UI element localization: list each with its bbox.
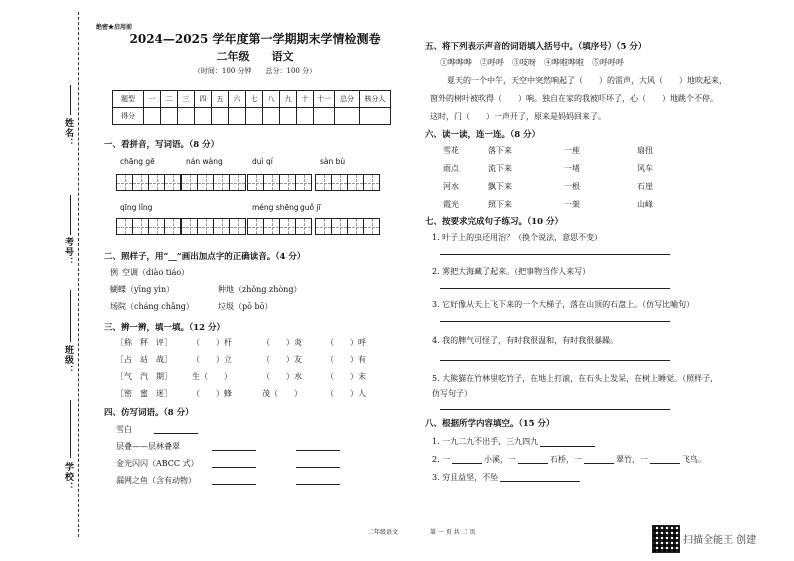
question: 翠竹，一 bbox=[616, 455, 648, 464]
model-word: 漏网之鱼（含有动物） bbox=[116, 476, 196, 485]
score-cell: 九 bbox=[280, 91, 297, 108]
writing-grid[interactable] bbox=[315, 174, 379, 191]
class-line bbox=[70, 290, 71, 342]
exam-title: 2024—2025 学年度第一学期期末学情检测卷 bbox=[129, 32, 381, 46]
score-input-cell[interactable] bbox=[246, 108, 263, 125]
score-cell: 四 bbox=[195, 91, 212, 108]
answer-line[interactable] bbox=[440, 360, 670, 361]
score-input-cell[interactable] bbox=[161, 108, 178, 125]
question: 石桥，一 bbox=[550, 455, 582, 464]
score-cell: 题型 bbox=[113, 91, 144, 108]
score-cell: 六 bbox=[229, 91, 246, 108]
answer-line[interactable] bbox=[584, 463, 614, 464]
pinyin: qīng lǐng bbox=[120, 203, 153, 212]
answer-line[interactable] bbox=[154, 433, 198, 434]
match-word[interactable]: 一座 bbox=[564, 146, 580, 155]
passage-line: 夏天的一个中午，天空中突然响起了（ ）的雷声，大风（ ）地吹起来， bbox=[447, 76, 727, 85]
score-cell: 五 bbox=[212, 91, 229, 108]
exam-time-info: （时间：100 分钟 总分：100 分） bbox=[193, 67, 317, 75]
score-cell: 一 bbox=[144, 91, 161, 108]
question: 1. 叶子上的虫还用治？（换个说法，意思不变） bbox=[432, 233, 603, 242]
pinyin: nán wàng bbox=[186, 157, 223, 166]
score-cell: 十一 bbox=[314, 91, 335, 108]
answer-line[interactable] bbox=[650, 463, 680, 464]
answer-line[interactable] bbox=[440, 288, 670, 289]
pinyin: méng shēng bbox=[252, 203, 299, 212]
binding-dashed-line bbox=[78, 12, 79, 537]
question: 1. 一九二九不出手，三九四九 bbox=[432, 437, 539, 446]
answer-line[interactable] bbox=[212, 484, 256, 485]
example-text: 空调（diào tiáo） bbox=[122, 268, 190, 277]
fill-item[interactable]: （ ）炎 bbox=[262, 338, 302, 347]
footer-page: 第 一 页 共 二 页 bbox=[430, 529, 476, 536]
answer-line[interactable] bbox=[440, 321, 670, 322]
answer-line[interactable] bbox=[212, 450, 256, 451]
score-input-cell[interactable] bbox=[335, 108, 360, 125]
scanner-watermark: 扫描全能王 创建 bbox=[683, 535, 757, 546]
question: 仿写句子） bbox=[432, 389, 472, 398]
match-word[interactable]: 扇扭 bbox=[637, 146, 653, 155]
fill-item[interactable]: 茂（ ） bbox=[262, 389, 302, 398]
question: 4. 我的脾气可怪了，有时我很温和，有时我很暴躁。 bbox=[432, 336, 619, 345]
example-label: 例 bbox=[110, 268, 118, 277]
char-group: ［气 汽 期］ bbox=[116, 372, 172, 381]
question: 5. 大熊猫在竹林里吃竹子，在地上打滚，在石头上发呆，在树上睡觉。（照样子， bbox=[432, 374, 719, 383]
fill-item[interactable]: （ ）呼 bbox=[326, 338, 366, 347]
score-table bbox=[112, 90, 391, 125]
fill-item[interactable]: （ ）有 bbox=[326, 355, 366, 364]
question: 飞鸟。 bbox=[682, 455, 706, 464]
writing-grid[interactable] bbox=[181, 218, 245, 235]
fill-item[interactable]: （ ）蜂 bbox=[192, 389, 232, 398]
section-7-title: 七、按要求完成句子练习。（10 分） bbox=[425, 217, 564, 227]
answer-line[interactable] bbox=[296, 450, 340, 451]
answer-line[interactable] bbox=[440, 409, 670, 410]
match-word[interactable]: 石崖 bbox=[637, 182, 653, 191]
fill-item[interactable]: 生（ ） bbox=[192, 372, 232, 381]
match-word[interactable]: 风车 bbox=[637, 164, 653, 173]
score-input-cell[interactable] bbox=[229, 108, 246, 125]
section-4-title: 四、仿写词语。（8 分） bbox=[104, 408, 194, 418]
fill-item[interactable]: （ ）杆 bbox=[192, 338, 232, 347]
question: 3. 穷且益坚，不坠 bbox=[432, 473, 499, 482]
score-cell: 得分 bbox=[113, 108, 144, 125]
pinyin: chāng gē bbox=[120, 157, 155, 166]
score-table-score-row bbox=[113, 108, 391, 125]
name-label: 姓名： bbox=[63, 118, 73, 148]
score-input-cell[interactable] bbox=[195, 108, 212, 125]
score-cell: 总分 bbox=[335, 91, 360, 108]
score-input-cell[interactable] bbox=[297, 108, 314, 125]
question: 小溪，一 bbox=[484, 455, 516, 464]
answer-line[interactable] bbox=[500, 481, 580, 482]
sound-options: ①哗哗哗 ②呼呼 ③吱呀 ④哗啦哗啦 ⑤呼呼呼 bbox=[440, 58, 624, 67]
score-input-cell[interactable] bbox=[360, 108, 391, 125]
match-word[interactable]: 霞光 bbox=[443, 200, 459, 209]
footer-grade: 二年级语文 bbox=[368, 529, 399, 536]
char-group: ［称 秤 评］ bbox=[116, 338, 172, 347]
answer-line[interactable] bbox=[540, 446, 595, 447]
score-input-cell[interactable] bbox=[314, 108, 335, 125]
match-word[interactable]: 雪花 bbox=[443, 146, 459, 155]
school-line bbox=[70, 400, 71, 458]
question: 2. 雾把大海藏了起来。（把事物当作人来写） bbox=[432, 267, 591, 276]
school-label: 学校： bbox=[63, 462, 73, 492]
qr-code-icon bbox=[652, 525, 680, 553]
section-1-title: 一、看拼音，写词语。（8 分） bbox=[104, 140, 220, 150]
class-label: 班级： bbox=[63, 345, 73, 375]
score-table-header-row bbox=[113, 91, 391, 108]
fill-item[interactable]: （ ）水 bbox=[262, 372, 302, 381]
section-6-title: 六、读一读，连一连。（8 分） bbox=[425, 130, 541, 140]
pinyin: guǒ jī bbox=[300, 203, 321, 212]
exam-no-label: 考号： bbox=[63, 237, 73, 267]
writing-grid[interactable] bbox=[247, 218, 311, 235]
writing-grid[interactable] bbox=[247, 174, 311, 191]
passage-line: 这时，门（ ）一声开了，原来是妈妈回来了。 bbox=[430, 112, 606, 121]
writing-grid[interactable] bbox=[315, 218, 379, 235]
question: 2. 一 bbox=[432, 455, 451, 464]
fill-item[interactable]: （ ）人 bbox=[326, 389, 366, 398]
match-word[interactable]: 一根 bbox=[564, 182, 580, 191]
match-word[interactable]: 一架 bbox=[564, 200, 580, 209]
answer-line[interactable] bbox=[212, 467, 256, 468]
char-group: ［占 站 战］ bbox=[116, 355, 172, 364]
section-8-title: 八、根据所学内容填空。（15 分） bbox=[425, 419, 555, 429]
score-cell: 核分人 bbox=[360, 91, 391, 108]
question: 3. 它好像从天上飞下来的一个大梯子，落在山顶的石盘上。（仿写比喻句） bbox=[432, 300, 695, 309]
fill-item[interactable]: （ ）友 bbox=[262, 355, 302, 364]
char-group: ［密 蜜 迷］ bbox=[116, 389, 172, 398]
score-input-cell[interactable] bbox=[263, 108, 280, 125]
section-5-title: 五、将下列表示声音的词语填入括号中。（填序号）（5 分） bbox=[425, 42, 647, 52]
exam-subtitle: 二年级 语文 bbox=[216, 50, 294, 63]
score-cell: 二 bbox=[161, 91, 178, 108]
score-cell: 三 bbox=[178, 91, 195, 108]
answer-line[interactable] bbox=[296, 467, 340, 468]
match-word[interactable]: 雨点 bbox=[443, 164, 459, 173]
reading-item[interactable]: 种地（zhǒng zhòng） bbox=[218, 285, 302, 294]
model-word: 金光闪闪（ABCC 式） bbox=[116, 459, 199, 468]
match-word[interactable]: 照下来 bbox=[488, 200, 512, 209]
pinyin: sàn bù bbox=[320, 157, 346, 166]
secret-mark: 绝密★启用前 bbox=[96, 24, 133, 31]
score-input-cell[interactable] bbox=[280, 108, 297, 125]
score-input-cell[interactable] bbox=[144, 108, 161, 125]
score-cell: 八 bbox=[263, 91, 280, 108]
writing-grid[interactable] bbox=[181, 174, 245, 191]
match-word[interactable]: 一堵 bbox=[564, 164, 580, 173]
score-input-cell[interactable] bbox=[212, 108, 229, 125]
answer-line[interactable] bbox=[452, 463, 482, 464]
reading-item[interactable]: 垃圾（pō bō） bbox=[218, 302, 273, 311]
match-word[interactable]: 飘下来 bbox=[488, 182, 512, 191]
match-word[interactable]: 流下来 bbox=[488, 164, 512, 173]
score-cell: 七 bbox=[246, 91, 263, 108]
passage-line: 窗外的树叶被吹得（ ）响。独自在家的我被吓坏了，心（ ）地跳个不停。 bbox=[430, 94, 718, 103]
model-word: 雪白 bbox=[116, 425, 132, 434]
answer-line[interactable] bbox=[518, 463, 548, 464]
section-3-title: 三、辨一辨，填一填。（12 分） bbox=[104, 323, 226, 333]
score-cell: 十 bbox=[297, 91, 314, 108]
writing-grid[interactable] bbox=[116, 218, 180, 235]
model-word: 层叠——层林叠翠 bbox=[116, 442, 180, 451]
pinyin: duì qí bbox=[252, 157, 273, 166]
reading-item[interactable]: 场院（cháng chǎng） bbox=[110, 302, 194, 311]
reading-item[interactable]: 蝴蝶（yīng yìn） bbox=[110, 285, 175, 294]
exam-no-line bbox=[70, 195, 71, 235]
match-word[interactable]: 山峰 bbox=[637, 200, 653, 209]
fill-item[interactable]: （ ）立 bbox=[192, 355, 232, 364]
writing-grid[interactable] bbox=[116, 174, 180, 191]
section-2-title: 二、照样子，用“__”画出加点字的正确读音。（4 分） bbox=[104, 252, 306, 262]
answer-line[interactable] bbox=[440, 254, 670, 255]
match-word[interactable]: 河水 bbox=[443, 182, 459, 191]
score-input-cell[interactable] bbox=[178, 108, 195, 125]
match-word[interactable]: 落下来 bbox=[488, 146, 512, 155]
name-line bbox=[70, 85, 71, 115]
fill-item[interactable]: （ ）末 bbox=[326, 372, 366, 381]
answer-line[interactable] bbox=[296, 484, 340, 485]
